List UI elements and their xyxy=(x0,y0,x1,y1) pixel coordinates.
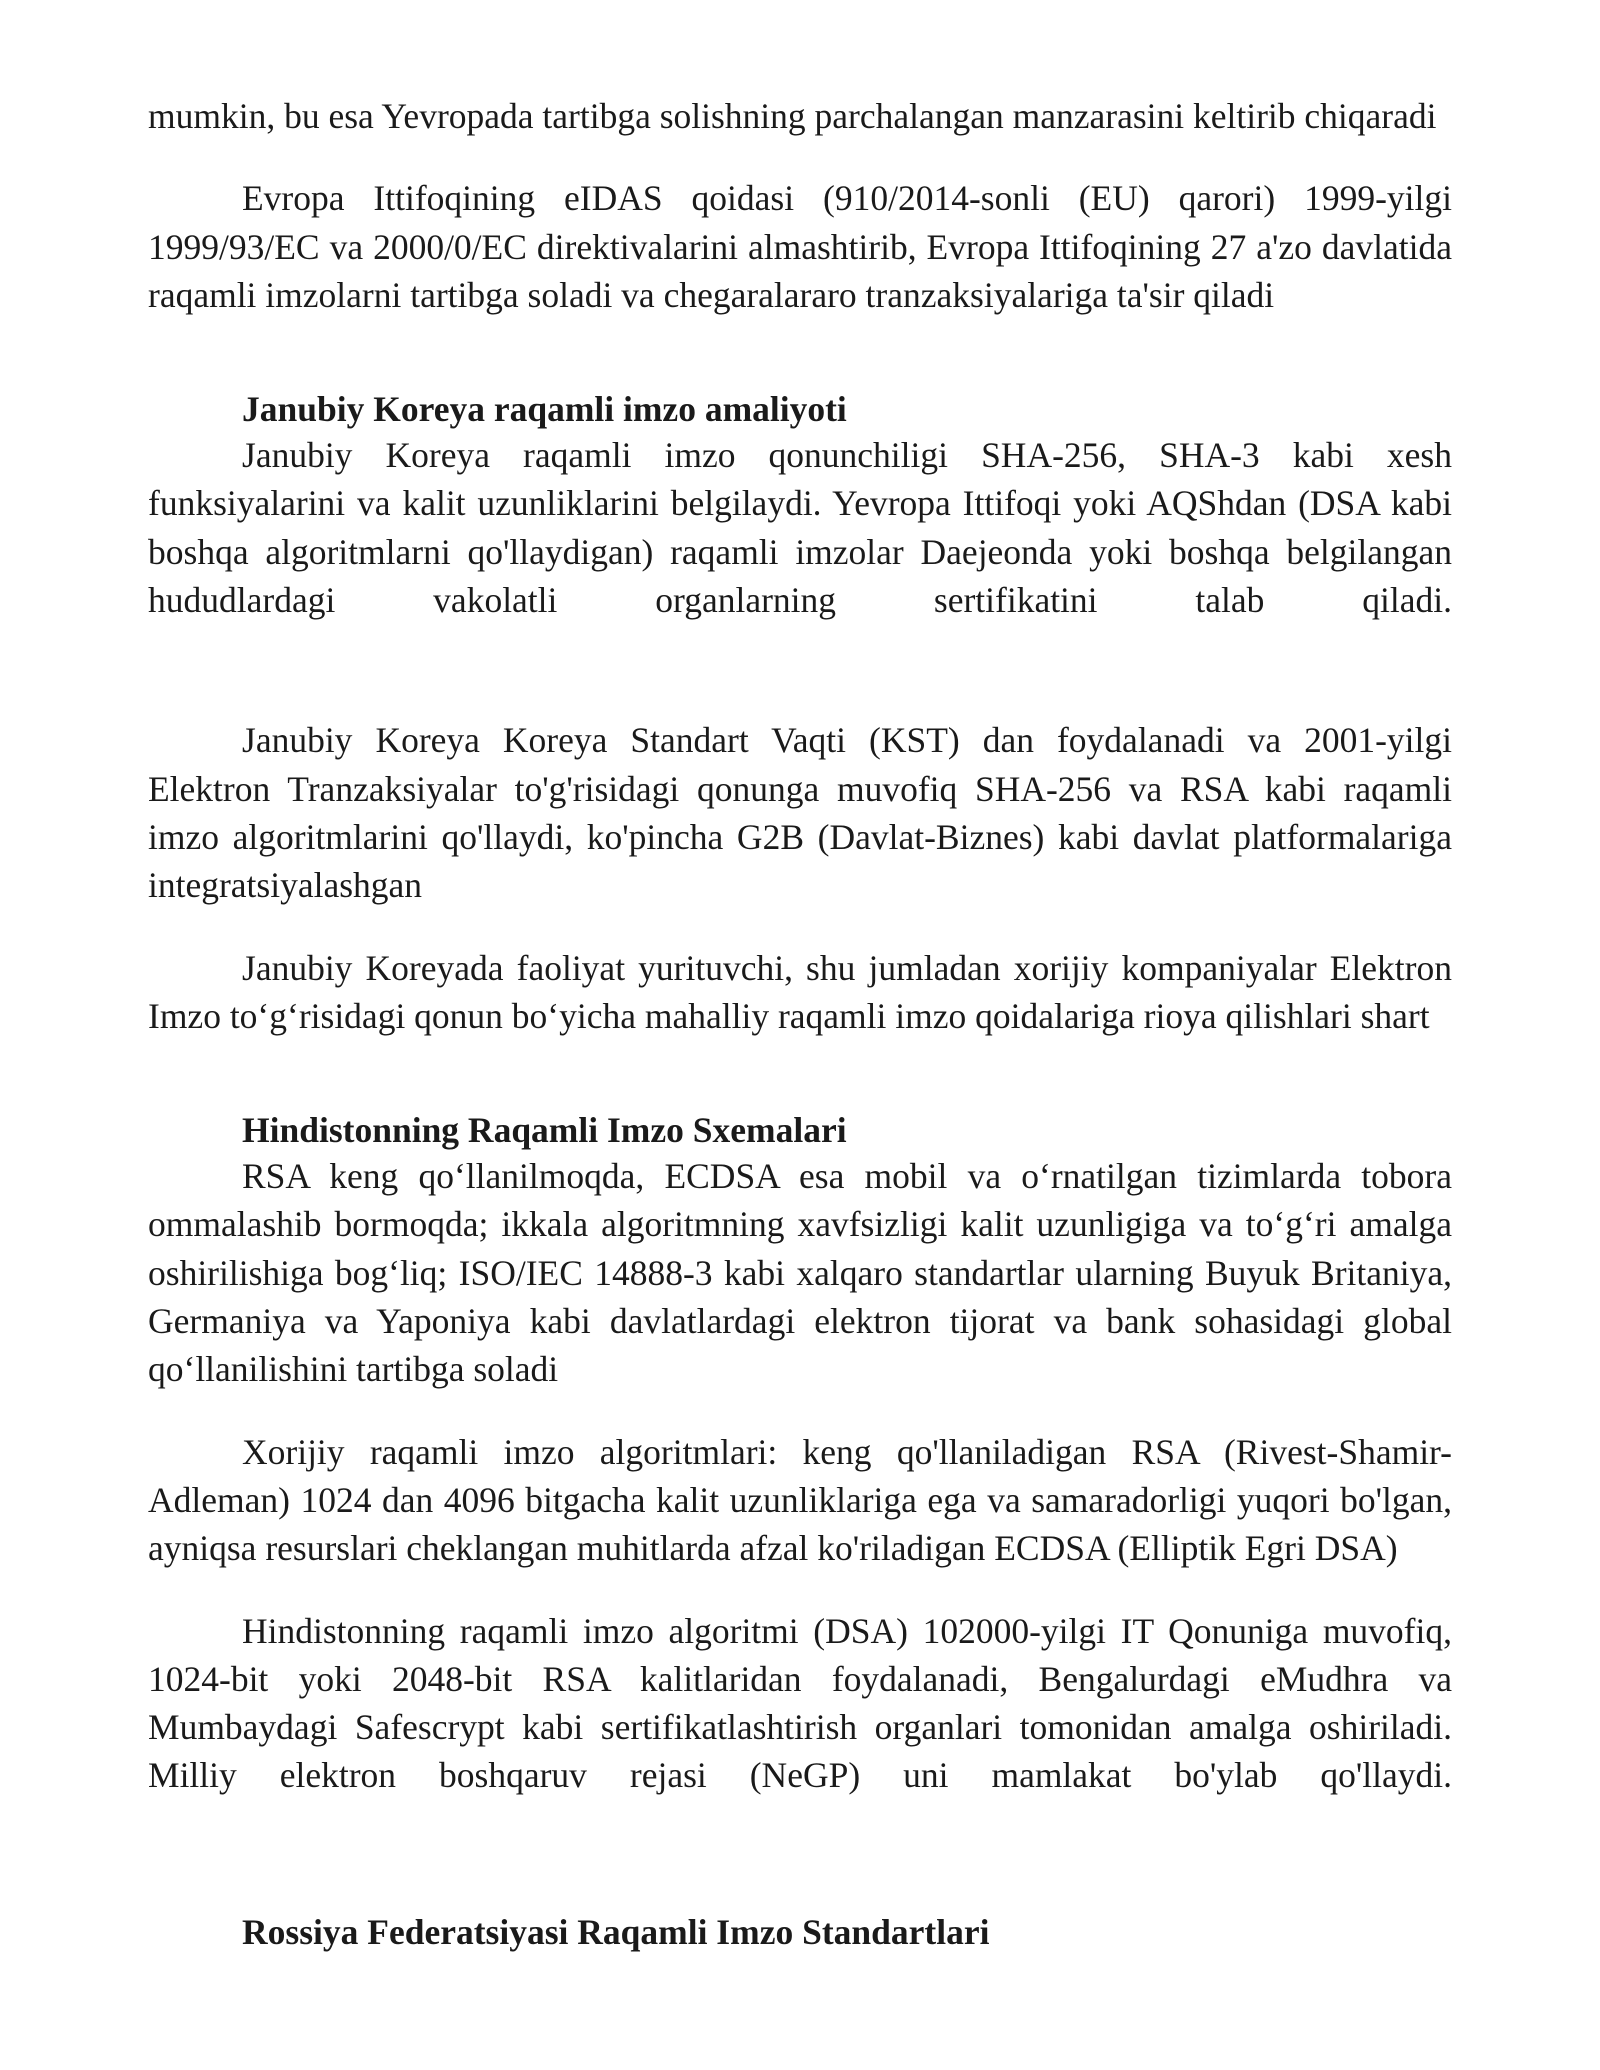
paragraph-india-dsa: Hindistonning raqamli imzo algoritmi (DSA) 102000-yilgi IT Qonuniga muvofiq, 1024-bit yoki 2048-bit RSA kalitlaridan foydalanadi, Bengalurdagi eMudhra va Mumbaydagi Safescrypt kabi sertifikatlashtirish organlari tomonidan amalga oshiriladi. Milliy elektron boshqaruv rejasi (NeGP) uni mamlakat bo'ylab qo'llaydi. xyxy=(148,1610,1452,1796)
paragraph-eidas: Evropa Ittifoqining eIDAS qoidasi (910/2014-sonli (EU) qarori) 1999-yilgi 1999/93/EC va 2000/0/EC direktivalarini almashtirib, Evropa Ittifoqining 27 a'zo davlatida raqamli imzolarni tartibga soladi va chegaralararo tranzaksiyalariga ta'sir qiladi xyxy=(148,178,1452,315)
heading-south-korea: Janubiy Koreya raqamli imzo amaliyoti xyxy=(242,389,847,430)
paragraph-rsa-ecdsa: RSA keng qo‘llanilmoqda, ECDSA esa mobil va o‘rnatilgan tizimlarda tobora ommalashib bormoqda; ikkala algoritmning xavfsizligi kalit uzunligiga va to‘g‘ri amalga oshirilishiga bog‘liq; ISO/IEC 14888-3 kabi xalqaro standartlar ularning Buyuk Britaniya, Germaniya va Yaponiya kabi davlatlardagi elektron tijorat va bank sohasidagi global qo‘llanilishini tartibga soladi xyxy=(148,1156,1452,1390)
document-page xyxy=(148,92,1452,1954)
paragraph-korea-companies: Janubiy Koreyada faoliyat yurituvchi, shu jumladan xorijiy kompaniyalar Elektron Imzo to‘g‘risidagi qonun bo‘yicha mahalliy raqamli imzo qoidalariga rioya qilishlari shart xyxy=(148,947,1452,1036)
paragraph-korea-law: Janubiy Koreya raqamli imzo qonunchiligi SHA-256, SHA-3 kabi xesh funksiyalarini va kalit uzunliklarini belgilaydi. Yevropa Ittifoqi yoki AQShdan (DSA kabi boshqa algoritmlarni qo'llaydigan) raqamli imzolar Daejeonda yoki boshqa belgilangan hududlardagi vakolatli organlarning sertifikatini talab qiladi. xyxy=(148,435,1452,621)
heading-india: Hindistonning Raqamli Imzo Sxemalari xyxy=(242,1110,847,1151)
paragraph-korea-kst: Janubiy Koreya Koreya Standart Vaqti (KST) dan foydalanadi va 2001-yilgi Elektron Tranzaksiyalar to'g'risidagi qonunga muvofiq SHA-256 va RSA kabi raqamli imzo algoritmlarini qo'llaydi, ko'pincha G2B (Davlat-Biznes) kabi davlat platformalariga integratsiyalashgan xyxy=(148,720,1452,906)
paragraph-eu-fragmentation: mumkin, bu esa Yevropada tartibga solishning parchalangan manzarasini keltirib chiqaradi xyxy=(148,96,1437,136)
heading-russia: Rossiya Federatsiyasi Raqamli Imzo Standartlari xyxy=(242,1911,990,1952)
paragraph-foreign-algorithms: Xorijiy raqamli imzo algoritmlari: keng qo'llaniladigan RSA (Rivest-Shamir-Adleman) 1024 dan 4096 bitgacha kalit uzunliklariga ega va samaradorligi yuqori bo'lgan, ayniqsa resurslari cheklangan muhitlarda afzal ko'riladigan ECDSA (Elliptik Egri DSA) xyxy=(148,1431,1452,1569)
